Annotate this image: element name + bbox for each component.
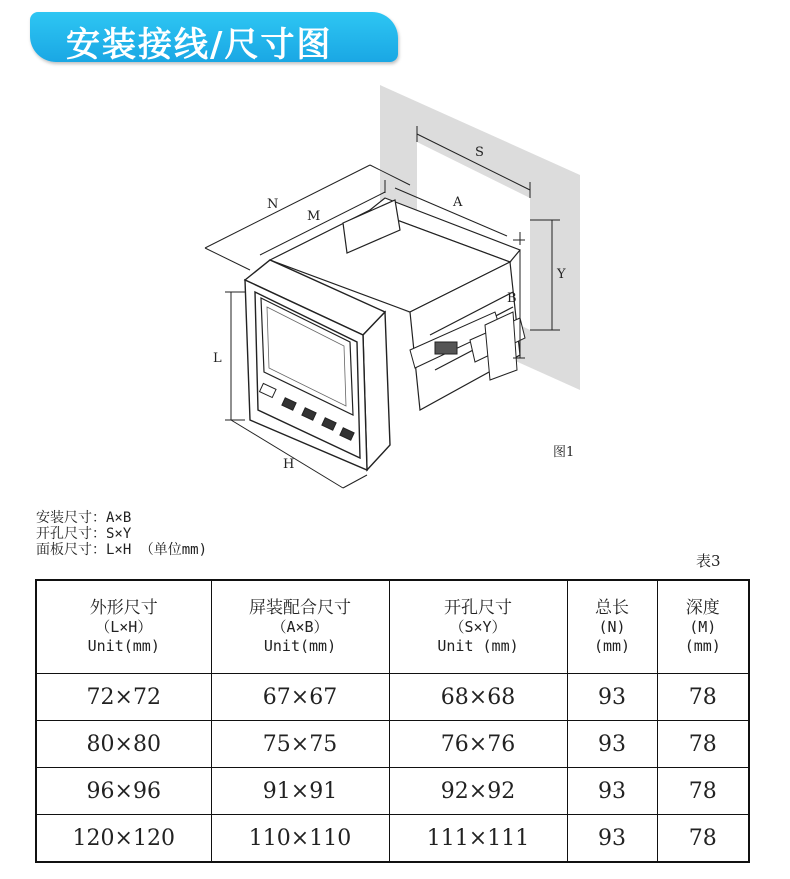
table-cell: 78 [657,721,749,768]
note-install: 安装尺寸：A×B [36,510,132,526]
table-caption: 表3 [696,552,721,570]
header-depth: 深度 (M) (mm) [657,580,749,674]
dim-l [225,292,245,420]
header-outline-size: 外形尺寸 （L×H） Unit(mm) [36,580,211,674]
dim-label-l: L [213,351,222,366]
dim-label-y: Y [557,267,566,282]
dim-label-m: M [307,209,321,224]
table-cell: 96×96 [36,768,211,815]
table-cell: 93 [567,768,657,815]
table-row [36,815,749,863]
dim-label-h: H [283,457,295,472]
table-header-row [36,580,749,674]
table-row [36,721,749,768]
section-banner [30,12,398,65]
table-cell: 68×68 [389,674,567,721]
table-cell: 92×92 [389,768,567,815]
header-cutout-size: 开孔尺寸 （S×Y） Unit (mm) [389,580,567,674]
note-panel: 面板尺寸：L×H （单位mm) [36,542,208,558]
table-cell: 80×80 [36,721,211,768]
table-cell: 72×72 [36,674,211,721]
dim-label-b: B [507,291,517,306]
table-cell: 78 [657,815,749,863]
table-row [36,768,749,815]
dim-label-n: N [267,197,279,212]
table-cell: 75×75 [211,721,389,768]
dimension-table [35,579,750,863]
dim-label-s: S [475,145,484,160]
dim-label-a: A [453,195,463,210]
table-cell: 93 [567,674,657,721]
table-cell: 67×67 [211,674,389,721]
table-cell: 111×111 [389,815,567,863]
note-cutout: 开孔尺寸：S×Y [36,526,132,542]
table-cell: 91×91 [211,768,389,815]
table-cell: 110×110 [211,815,389,863]
table-cell: 76×76 [389,721,567,768]
header-total-length: 总长 (N) (mm) [567,580,657,674]
dimension-drawing [195,80,615,500]
section-title: 安装接线/尺寸图 [66,25,333,65]
table-cell: 93 [567,815,657,863]
dimension-notes [36,510,207,558]
table-cell: 93 [567,721,657,768]
table-cell: 78 [657,674,749,721]
table-row [36,674,749,721]
figure-caption: 图1 [553,445,575,460]
table-cell: 120×120 [36,815,211,863]
header-mounting-size: 屏装配合尺寸 （A×B） Unit(mm) [211,580,389,674]
table-cell: 78 [657,768,749,815]
